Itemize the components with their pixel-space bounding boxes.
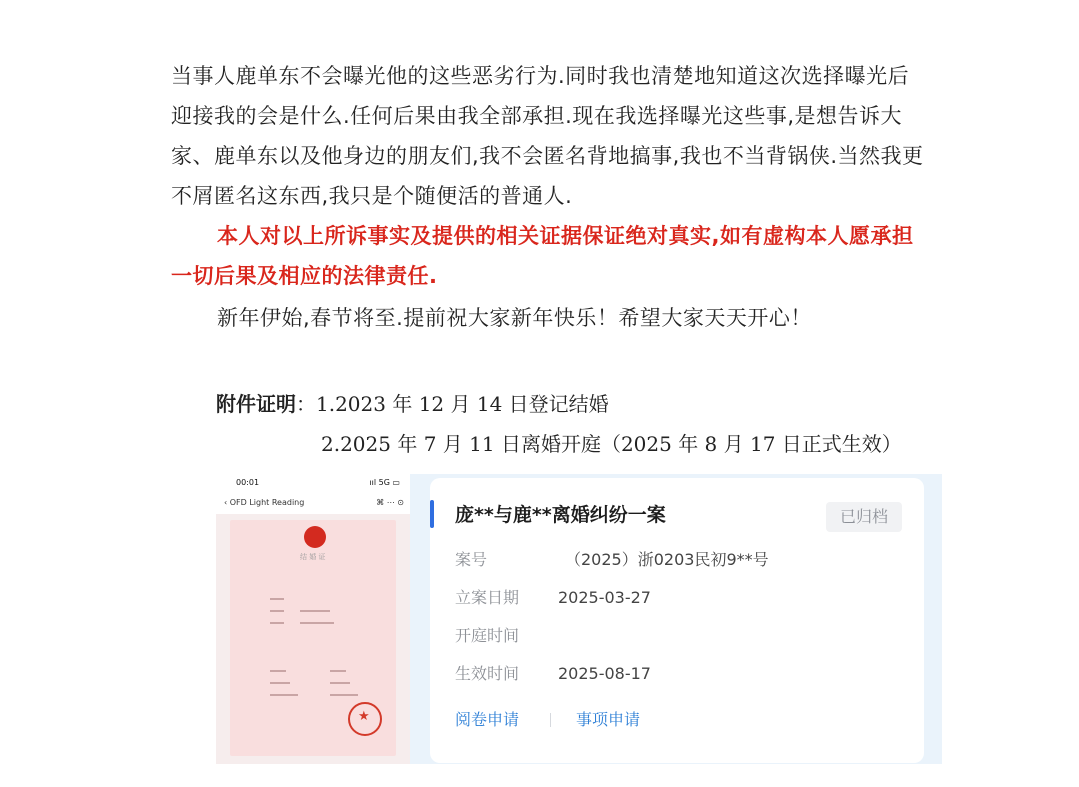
certificate-line xyxy=(300,622,334,624)
attachment-item-1 xyxy=(216,388,609,420)
status-badge: 已归档 xyxy=(826,502,902,532)
phone-status-bar xyxy=(216,474,412,492)
certificate-line xyxy=(270,694,298,696)
certificate-line xyxy=(270,622,284,624)
statement-line: 家、鹿单东以及他身边的朋友们,我不会匿名背地搞事,我也不当背锅侠.当然我更 xyxy=(171,144,924,168)
case-card[interactable] xyxy=(430,478,924,763)
reader-nav-icons[interactable]: ⌘ ⋯ ⊙ xyxy=(376,498,404,507)
statement-line: 迎接我的会是什么.任何后果由我全部承担.现在我选择曝光这些事,是想告诉大 xyxy=(171,104,903,128)
attachment-colon: ： xyxy=(296,392,316,416)
official-seal-icon xyxy=(348,702,382,736)
hearing-time-label: 开庭时间 xyxy=(455,626,520,645)
status-time: 00:01 xyxy=(236,478,260,487)
filing-date-label: 立案日期 xyxy=(455,588,520,607)
certificate-line xyxy=(270,598,284,600)
certificate-line xyxy=(330,682,350,684)
read-file-request-link[interactable]: 阅卷申请 xyxy=(455,710,520,729)
certificate-line xyxy=(300,610,330,612)
certificate-line xyxy=(270,610,284,612)
certificate-line xyxy=(330,694,358,696)
statement-line: 当事人鹿单东不会曝光他的这些恶劣行为.同时我也清楚地知道这次选择曝光后 xyxy=(171,64,910,88)
link-divider xyxy=(550,713,551,727)
matter-request-link[interactable]: 事项申请 xyxy=(576,710,641,729)
back-icon[interactable]: ‹ OFD Light Reading xyxy=(224,498,305,507)
statement-line: 不屑匿名这东西,我只是个随便活的普通人. xyxy=(171,184,573,208)
effective-date-label: 生效时间 xyxy=(455,664,520,683)
certificate-title: 结 婚 证 xyxy=(300,553,326,561)
attachment-item-2: 2.2025 年 7 月 11 日离婚开庭（2025 年 8 月 17 日正式生效） xyxy=(321,432,902,456)
new-year-greeting: 新年伊始,春节将至.提前祝大家新年快乐！希望大家天天开心！ xyxy=(217,306,812,330)
effective-date-value: 2025-08-17 xyxy=(558,664,651,683)
certificate-line xyxy=(330,670,346,672)
certificate-line xyxy=(270,682,290,684)
case-title: 庞**与鹿**离婚纠纷一案 xyxy=(455,504,666,526)
status-signal: ııl 5G ▭ xyxy=(369,478,400,487)
certificate-page xyxy=(230,520,396,756)
statement-paragraph xyxy=(171,56,931,216)
reader-app-title: OFD Light Reading xyxy=(229,498,305,507)
marriage-certificate-screenshot xyxy=(216,474,412,764)
truth-declaration xyxy=(171,216,931,296)
case-number-label: 案号 xyxy=(455,550,488,569)
attachment-label: 附件证明 xyxy=(216,392,296,416)
case-number-value: （2025）浙0203民初9**号 xyxy=(565,550,769,569)
reader-nav-bar xyxy=(216,492,412,514)
attachment-text: 1.2023 年 12 月 14 日登记结婚 xyxy=(316,392,609,416)
declaration-line: 一切后果及相应的法律责任. xyxy=(171,264,438,288)
accent-bar xyxy=(430,500,434,528)
filing-date-value: 2025-03-27 xyxy=(558,588,651,607)
declaration-line: 本人对以上所诉事实及提供的相关证据保证绝对真实,如有虚构本人愿承担 xyxy=(217,224,914,248)
national-emblem-icon xyxy=(304,526,326,548)
certificate-line xyxy=(270,670,286,672)
